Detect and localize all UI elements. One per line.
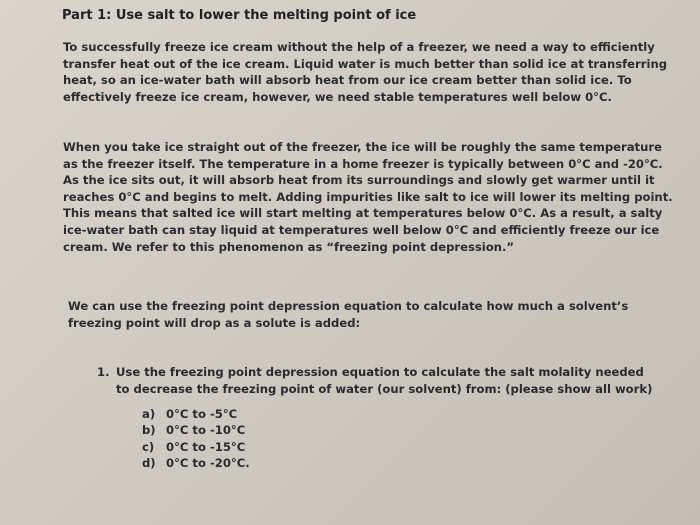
subitem-d [142,455,250,471]
section-title: Part 1: Use salt to lower the melting point of ice [62,8,417,23]
paragraph-equation-intro: We can use the freezing point depression equation to calculate how much a solvent’s freezing point will drop as a solute is added: [68,299,629,330]
subitem-text: 0°C to -15°C [166,439,246,454]
paragraph-freezer-temperature: When you take ice straight out of the freezer, the ice will be roughly the same temperature as the freezer itself. The temperature in a home freezer is typically between 0°C and -20°C. As the ice sits out, it will absorb heat from its surroundings and slowly get warmer until it reaches 0°C and begins to melt. Adding impurities like salt to ice will lower its melting point. This means that salted ice will start melting at temperatures below 0°C. As a result, a salty ice-water bath can stay liquid at temperatures well below 0°C and efficiently freeze our ice cream. We refer to this phenomenon as “freezing point depression.” [63,140,673,254]
question-text: Use the freezing point depression equation to calculate the salt molality needed to decrease the freezing point of water (our solvent) from: (please show all work) [116,365,653,396]
subitem-c [142,439,250,455]
subitem-letter: c) [142,439,155,454]
question-number: 1. [97,365,110,379]
subitem-text: 0°C to -20°C. [166,456,250,471]
subitem-letter: b) [142,423,156,438]
question-subitems [142,406,250,472]
paragraph-heat-transfer: To successfully freeze ice cream without the help of a freezer, we need a way to efficiently transfer heat out of the ice cream. Liquid water is much better than solid ice at transferring heat, so an ice-water bath will absorb heat from our ice cream better than solid ice. To effectively freeze ice cream, however, we need stable temperatures well below 0°C. [63,40,668,104]
subitem-text: 0°C to -10°C [166,423,246,438]
subitem-text: 0°C to -5°C [166,407,238,421]
question-1 [97,364,657,397]
subitem-b [142,422,250,438]
subitem-letter: a) [142,407,156,421]
subitem-letter: d) [142,456,156,471]
subitem-a [142,406,250,422]
